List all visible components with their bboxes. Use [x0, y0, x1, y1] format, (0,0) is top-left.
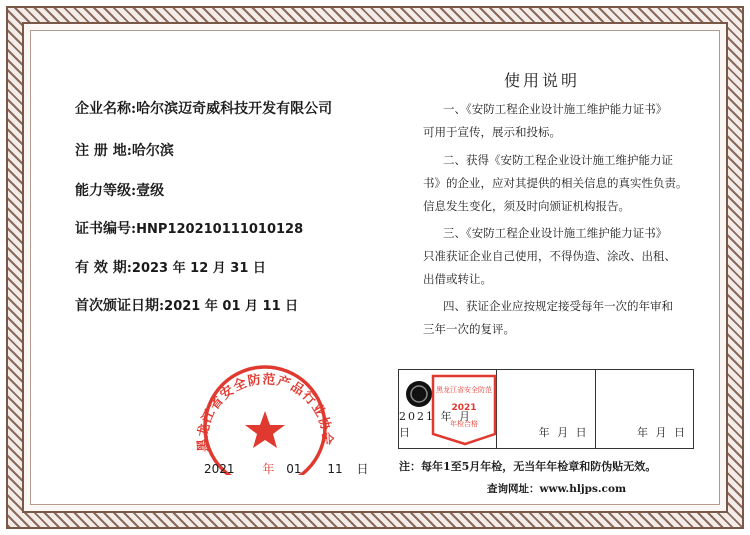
instruction-2-line-1: 二、获得《安防工程企业设计施工维护能力证	[443, 153, 673, 167]
instruction-1	[423, 98, 693, 144]
inspection-seal-text: 黑龙江省安全防范	[436, 386, 492, 394]
svg-text:年检合格: 年检合格	[450, 420, 478, 428]
issue-year-unit: 年	[262, 462, 275, 476]
company-value: 哈尔滨迈奇威科技开发有限公司	[136, 101, 333, 117]
issue-year: 2021	[204, 462, 235, 476]
level-row	[75, 180, 164, 200]
cert-number-label: 证书编号:	[75, 221, 137, 237]
inspection-date-3: 年 月 日	[636, 426, 687, 439]
registration-label: 注 册 地:	[75, 143, 132, 159]
instruction-3-line-1: 三、《安防工程企业设计施工维护能力证书》	[443, 226, 668, 240]
company-label: 企业名称:	[75, 101, 137, 117]
inspection-cell-3	[596, 370, 693, 448]
inspection-date-2: 年 月 日	[538, 426, 589, 439]
first-issue-value: 2021 年 01 月 11 日	[164, 299, 299, 314]
cert-number-row	[75, 218, 303, 238]
instruction-4-line-2: 三年一次的复评。	[423, 322, 515, 336]
first-issue-label: 首次颁证日期:	[75, 298, 165, 314]
first-issue-row	[75, 295, 298, 315]
query-url[interactable]: 查询网址：www.hljps.com	[487, 483, 627, 495]
instruction-4	[423, 295, 698, 341]
cert-number-value: HNP120210111010128	[136, 222, 304, 237]
inspection-cell-2	[497, 370, 595, 448]
instruction-2-line-2: 书》的企业，应对其提供的相关信息的真实性负责。	[423, 176, 688, 190]
inspection-date-1: 2021 年 月 日	[399, 410, 472, 439]
validity-value: 2023 年 12 月 31 日	[131, 261, 266, 276]
instruction-3	[423, 222, 698, 291]
seal-star-icon	[245, 411, 285, 448]
instruction-2-line-3: 信息发生变化，须及时向颁证机构报告。	[423, 199, 630, 213]
instruction-1-line-2: 可用于宣传，展示和投标。	[423, 125, 561, 139]
instruction-2	[423, 149, 698, 218]
instruction-3-line-2: 只准获证企业自己使用，不得伪造、涂改、出租、	[423, 249, 676, 263]
instruction-3-line-3: 出借或转让。	[423, 272, 492, 286]
issue-day-unit: 日	[356, 462, 369, 476]
level-value: 壹级	[136, 183, 165, 199]
hologram-sticker-icon	[406, 381, 432, 407]
annual-inspection-stamp	[405, 372, 499, 448]
footnote: 注：每年1至5月年检，无当年年检章和防伪贴无效。	[399, 460, 657, 473]
instructions-title: 使用说明	[504, 71, 581, 90]
association-seal	[190, 365, 343, 476]
svg-text:2021: 2021	[451, 403, 477, 413]
registration-row	[75, 140, 174, 160]
validity-label: 有 效 期:	[75, 260, 132, 276]
issue-month: 01	[286, 462, 302, 476]
validity-row	[75, 257, 266, 277]
instruction-4-line-1: 四、获证企业应按规定接受每年一次的年审和	[443, 299, 673, 313]
seal-text: 黑龙江省安全防范产品行业协会	[195, 372, 335, 453]
registration-value: 哈尔滨	[131, 143, 174, 159]
issue-date	[204, 460, 368, 477]
instruction-1-line-1: 一、《安防工程企业设计施工维护能力证书》	[443, 102, 668, 116]
company-row	[75, 98, 332, 118]
issue-day: 11	[327, 462, 343, 476]
level-label: 能力等级:	[75, 183, 137, 199]
